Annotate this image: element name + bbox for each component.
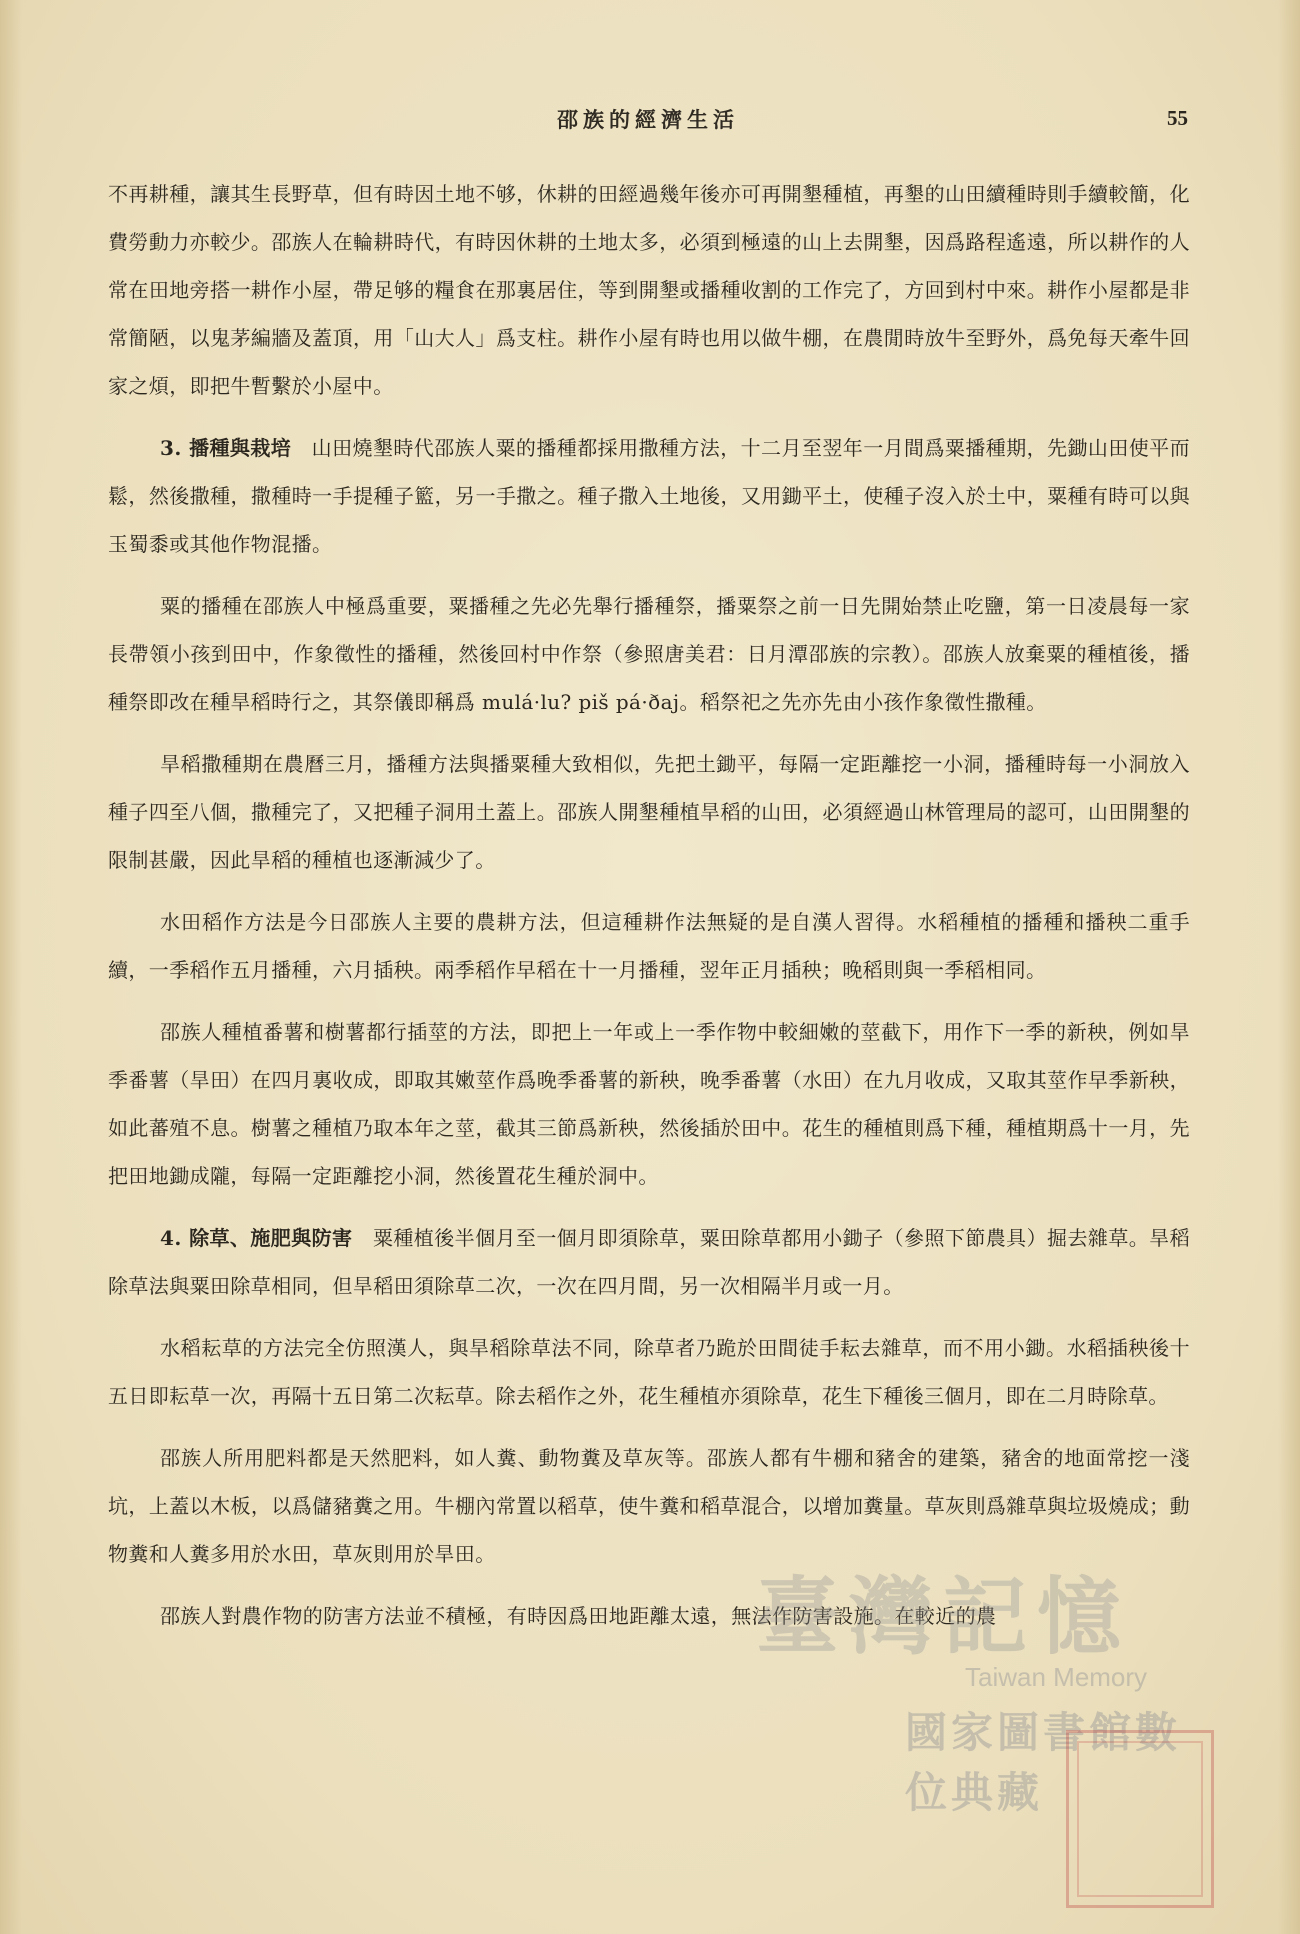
library-seal-stamp: [1066, 1730, 1214, 1908]
paragraph-text: 山田燒墾時代邵族人粟的播種都採用撒種方法，十二月至翌年一月間爲粟播種期，先鋤山田使平而鬆，然後撒種，撒種時一手提種子籃，另一手撒之。種子撒入土地後，又用鋤平土，使種子沒入於土中，粟種有時可以與玉蜀黍或其他作物混播。: [108, 436, 1191, 556]
paragraph-text: 粟種植後半個月至一個月即須除草，粟田除草都用小鋤子（參照下節農具）掘去雜草。旱稻除草法與粟田除草相同，但旱稻田須除草二次，一次在四月間，另一次相隔半月或一月。: [108, 1226, 1191, 1298]
paragraph-text: 粟的播種在邵族人中極爲重要，粟播種之先必先舉行播種祭，播粟祭之前一日先開始禁止吃鹽，第一日凌晨每一家長帶領小孩到田中，作象徵性的播種，然後回村中作祭（參照唐美君：日月潭邵族的宗教）。邵族人放棄粟的種植後，播種祭即改在種旱稻時行之，其祭儀即稱爲 mulá·lu? piš pá·ðaj。稻祭祀之先亦先由小孩作象徵性撒種。: [108, 594, 1190, 714]
paragraph-text: 水稻耘草的方法完全仿照漢人，與旱稻除草法不同，除草者乃跪於田間徒手耘去雜草，而不用小鋤。水稻插秧後十五日即耘草一次，再隔十五日第二次耘草。除去稻作之外，花生種植亦須除草，花生下種後三個月，即在二月時除草。: [108, 1336, 1190, 1408]
paragraph: [108, 1214, 1190, 1310]
paragraph-text: 不再耕種，讓其生長野草，但有時因土地不够，休耕的田經過幾年後亦可再開墾種植，再墾的山田續種時則手續較簡，化費勞動力亦較少。邵族人在輪耕時代，有時因休耕的土地太多，必須到極遠的山上去開墾，因爲路程遙遠，所以耕作的人常在田地旁搭一耕作小屋，帶足够的糧食在那裏居住，等到開墾或播種收割的工作完了，方回到村中來。耕作小屋都是非常簡陋，以鬼茅編牆及蓋頂，用「山大人」爲支柱。耕作小屋有時也用以做牛棚，在農閒時放牛至野外，爲免每天牽牛回家之煩，即把牛暫繫於小屋中。: [108, 182, 1190, 398]
paragraph: [108, 740, 1190, 884]
paragraph-text: 旱稻撒種期在農曆三月，播種方法與播粟種大致相似，先把土鋤平，每隔一定距離挖一小洞，播種時每一小洞放入種子四至八個，撒種完了，又把種子洞用土蓋上。邵族人開墾種植旱稻的山田，必須經過山林管理局的認可，山田開墾的限制甚嚴，因此旱稻的種植也逐漸減少了。: [108, 752, 1190, 872]
paragraph-text: 邵族人所用肥料都是天然肥料，如人糞、動物糞及草灰等。邵族人都有牛棚和豬舍的建築，豬舍的地面常挖一淺坑，上蓋以木板，以爲儲豬糞之用。牛棚內常置以稻草，使牛糞和稻草混合，以增加糞量。草灰則爲雜草與垃圾燒成；動物糞和人糞多用於水田，草灰則用於旱田。: [108, 1446, 1190, 1566]
paragraph-text: 水田稻作方法是今日邵族人主要的農耕方法，但這種耕作法無疑的是自漢人習得。水稻種植的播種和播秧二重手續，一季稻作五月播種，六月插秧。兩季稻作早稻在十一月播種，翌年正月插秧；晚稻則與一季稻相同。: [108, 910, 1190, 982]
paragraph: [108, 1324, 1190, 1420]
body-text: [108, 170, 1190, 1654]
running-title: 邵族的經濟生活: [557, 107, 739, 132]
paragraph: [108, 898, 1190, 994]
section-label: 4. 除草、施肥與防害: [160, 1226, 353, 1250]
page-number: 55: [1167, 106, 1188, 130]
paragraph: [108, 582, 1190, 726]
paragraph: [108, 424, 1190, 568]
watermark-library: 國家圖書館數位典藏: [905, 1708, 1182, 1817]
page-header: [108, 104, 1188, 144]
paragraph-text: 邵族人種植番薯和樹薯都行插莖的方法，即把上一年或上一季作物中較細嫩的莖截下，用作下一季的新秧，例如旱季番薯（旱田）在四月裏收成，即取其嫩莖作爲晚季番薯的新秧，晚季番薯（水田）在九月收成，又取其莖作早季新秧，如此蕃殖不息。樹薯之種植乃取本年之莖，截其三節爲新秧，然後插於田中。花生的種植則爲下種，種植期爲十一月，先把田地鋤成隴，每隔一定距離挖小洞，然後置花生種於洞中。: [108, 1020, 1190, 1188]
paragraph: [108, 1008, 1190, 1200]
section-label: 3. 播種與栽培: [160, 436, 292, 460]
paragraph-text: 邵族人對農作物的防害方法並不積極，有時因爲田地距離太遠，無法作防害設施。在較近的農: [160, 1604, 997, 1628]
page-edge-right: [1278, 0, 1300, 1934]
seal-inner-border: [1077, 1741, 1203, 1897]
page-edge-left: [0, 0, 22, 1934]
paragraph: [108, 1592, 1190, 1640]
paragraph: [108, 170, 1190, 410]
watermark-english: Taiwan Memory: [965, 1662, 1148, 1692]
watermark-title: 臺灣記憶: [755, 1567, 1132, 1666]
paragraph: [108, 1434, 1190, 1578]
